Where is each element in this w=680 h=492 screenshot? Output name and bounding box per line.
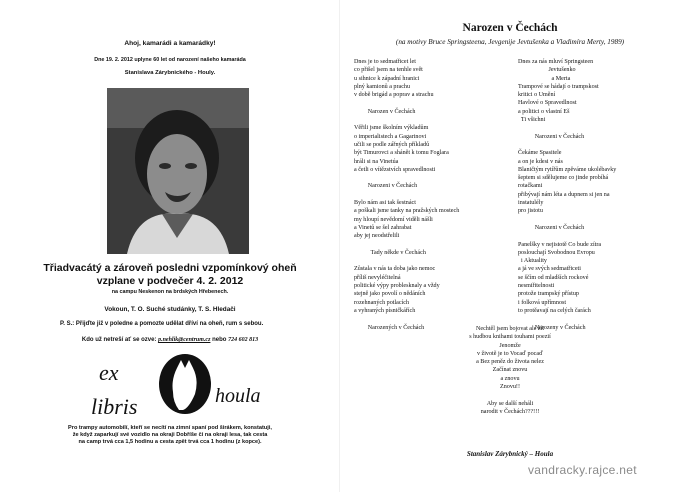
poem-line: politické výpy problesknaly a vždy [354,283,440,290]
organizers: Vokoun, T. O. Suché studánky, T. S. Hledači [104,306,236,313]
poem-line: narodit v Čechách???!!! [480,408,540,415]
contact-mid: nebo [212,337,227,343]
poem-line: i Aktuality [518,258,547,265]
poem-line: a on je kdesi v nás [518,158,563,165]
contact-line [0,337,340,343]
poem-line [518,141,678,149]
poem-line: Začínat znovu [492,367,528,374]
poem-line: Narozených v Čechách [354,324,425,331]
contact-prefix: Kdo už netreší ať se ozve: [81,337,157,343]
poem-line: o imperialistech a Gagarinovi [354,133,427,140]
poem-line: rozehnaných potlacích [354,299,409,306]
footer-line: že když zaparkují své vozidlo na okraji Dobříše či na okraji lesa, tak cesta [72,432,268,438]
event-location: na campu Neskenon na brdských Hřebenech. [111,289,229,295]
watermark: vandracky.rajce.net [528,463,637,477]
poem-line: Jevtušenko [518,67,576,74]
poem-line: šeptem si sdělujeme co jinde probíhá [518,175,609,182]
poem-line: učili se podle zářných příkladů [354,141,430,148]
poem-line [518,216,678,224]
postscript: P. S.: Přijďte již v poledne a pomozte udělat dříví na oheň, rum s sebou. [60,321,264,327]
poem-line: Panelšky v nejistotě Co bude zítra [518,241,602,248]
poem-line: aby jej neodstřelili [354,233,400,240]
poem-line: stejně jako povolí o nědáních [354,291,426,298]
poem-line: nesmiřitelnosti [518,283,555,290]
poem-line [518,232,678,240]
poem-line: a znovu [500,375,520,382]
poem-line: protože trampský přístup [518,291,579,298]
poem-line [518,124,678,132]
poem-line: a politici o vlastní Eš [518,108,570,115]
friend-name: Stanislava Zárybnického - Houly. [124,70,216,76]
logo-word-libris: libris [91,394,138,419]
poem-line [354,315,514,323]
contact-email-link[interactable]: p.nehlik@centrum.cz [158,337,211,343]
poem-line: a Bez peněz do života nelez [476,359,544,366]
poem-line: Blaničtým rytířům zpěváme ukolébavky [518,166,617,173]
poem-line: Narozeni v Čechách [518,133,585,140]
poem-line [354,99,514,107]
poem-line: co přišel jsem na tenhle svět [354,67,423,74]
poem-line: přibývají nám léta a dupnem si jen na [518,191,610,198]
poem-line [435,391,585,399]
poem-line: my hloupí nevědomí viděli nášli [354,216,433,223]
poem-line: v době brigád a poprav a strachu [354,92,434,99]
poem-line: a četli o vítězstvích spravedlnosti [354,166,436,173]
poem-line: hráli si na Vinetúa [354,158,399,165]
poem-line [354,174,514,182]
contact-phone: 724 602 813 [228,337,259,343]
poem-line: pro jistotu [518,208,543,215]
poem-line: plný kamionů a prachu [354,83,411,90]
poem-column-right [518,58,678,332]
poem-line: rotačkami [518,183,543,190]
footer-note [50,425,290,446]
poem-line: Čekáme Spasitele [518,150,562,157]
poem-title: Narozen v Čechách [462,22,558,34]
poem-line: Dnes je to sedmatřicet let [354,59,416,65]
poem-line: Trampové se hádají o trampskost [518,83,599,90]
poem-line [354,257,514,265]
headline-date: vzplane v podvečer 4. 2. 2012 [96,275,244,287]
poem-subtitle: (na motivy Bruce Springsteena, Jevgenije Jevtušenka a Vladimíra Merty, 1989) [395,38,625,46]
poem-line: a Vinetů se šel zahrabat [354,224,412,231]
poem-line: Dnes za nás mluví Springsteen [518,59,594,65]
poem-line: s hudbou knihami touhami poezií [469,334,551,341]
poem-line: Znovu!! [500,384,520,391]
poem-line: Narozeny v Čechách [518,324,586,331]
poem-line: Ti všichni [518,117,546,124]
poem-line [354,241,514,249]
poem-line [354,116,514,124]
poem-column-bottom [435,325,585,416]
poem-line: to protěavají na celých čarách [518,307,591,314]
poem-line: a poškali jsme tanky na pražských mostech [354,208,460,215]
footer-line: na camp trvá cca 1,5 hodinu a cesta zpět trvá cca 1 hodinu (z kopce). [78,439,262,445]
poem-line: Narozeni v Čechách [354,183,418,190]
greeting: Ahoj, kamarádi a kamarádky! [124,40,216,47]
poem-line: Aby se další neháli [486,400,534,407]
poem-line: i folková upřímnost [518,299,567,306]
portrait-photo [107,88,249,254]
ex-libris-logo [85,350,285,422]
poem-column-left [354,58,514,332]
poem-line: poslouchají Svobodnou Evropu [518,249,595,256]
poem-line: Bylo nám asi tak šestnáct [354,200,416,207]
poem-line: se ščím od mladších rockové [518,274,589,281]
poem-line: instatulély [518,200,544,207]
poem-line: Zůstala v nás ta doba jako nemoc [354,266,436,273]
poem-line: Narozen v Čechách [354,108,416,115]
poem-line: být Timurovci a shánět k tomu Foglara [354,150,449,157]
anniversary-line: Dne 19. 2. 2012 uplyne 60 let od narození našeho kamaráda [94,57,246,63]
poem-line: kritici o Umění [518,92,556,99]
poem-line [518,315,678,323]
poem-line: Jenomže [499,342,521,349]
poem-author: Stanislav Zárybnický – Houla [466,450,554,458]
poem-line: Havlové o Spravedlnost [518,100,577,107]
poem-line: a já ve svých sedmatřiceti [518,266,581,273]
poem-line: Narozeni v Čechách [518,224,585,231]
poem-line: v životě je to Vocaď pocaď [476,350,544,357]
logo-word-houla: houla [215,385,261,407]
logo-word-ex: ex [99,360,119,385]
poem-line: a vyhraných písničkářích [354,307,416,314]
poem-line [354,191,514,199]
poem-line: u sihnice k západní hranici [354,75,420,82]
footer-line: Pro trampy automobilí, kteří se necítí na zimní spaní pod širákem, konstatuji, [68,425,272,431]
poem-line: Věřili jsme školním výkladům [354,125,429,132]
poem-line: Nechtěl jsem bojovat ale žít [475,326,545,332]
headline-fire: Třiadvacátý a zároveň posledni vzpomínkový oheň [43,262,297,274]
right-page [340,0,680,492]
poem-line: a Merta [518,75,571,82]
poem-line: příliš nevyléčitelná [354,274,401,281]
poem-line: Tady někde v Čechách [354,249,426,256]
